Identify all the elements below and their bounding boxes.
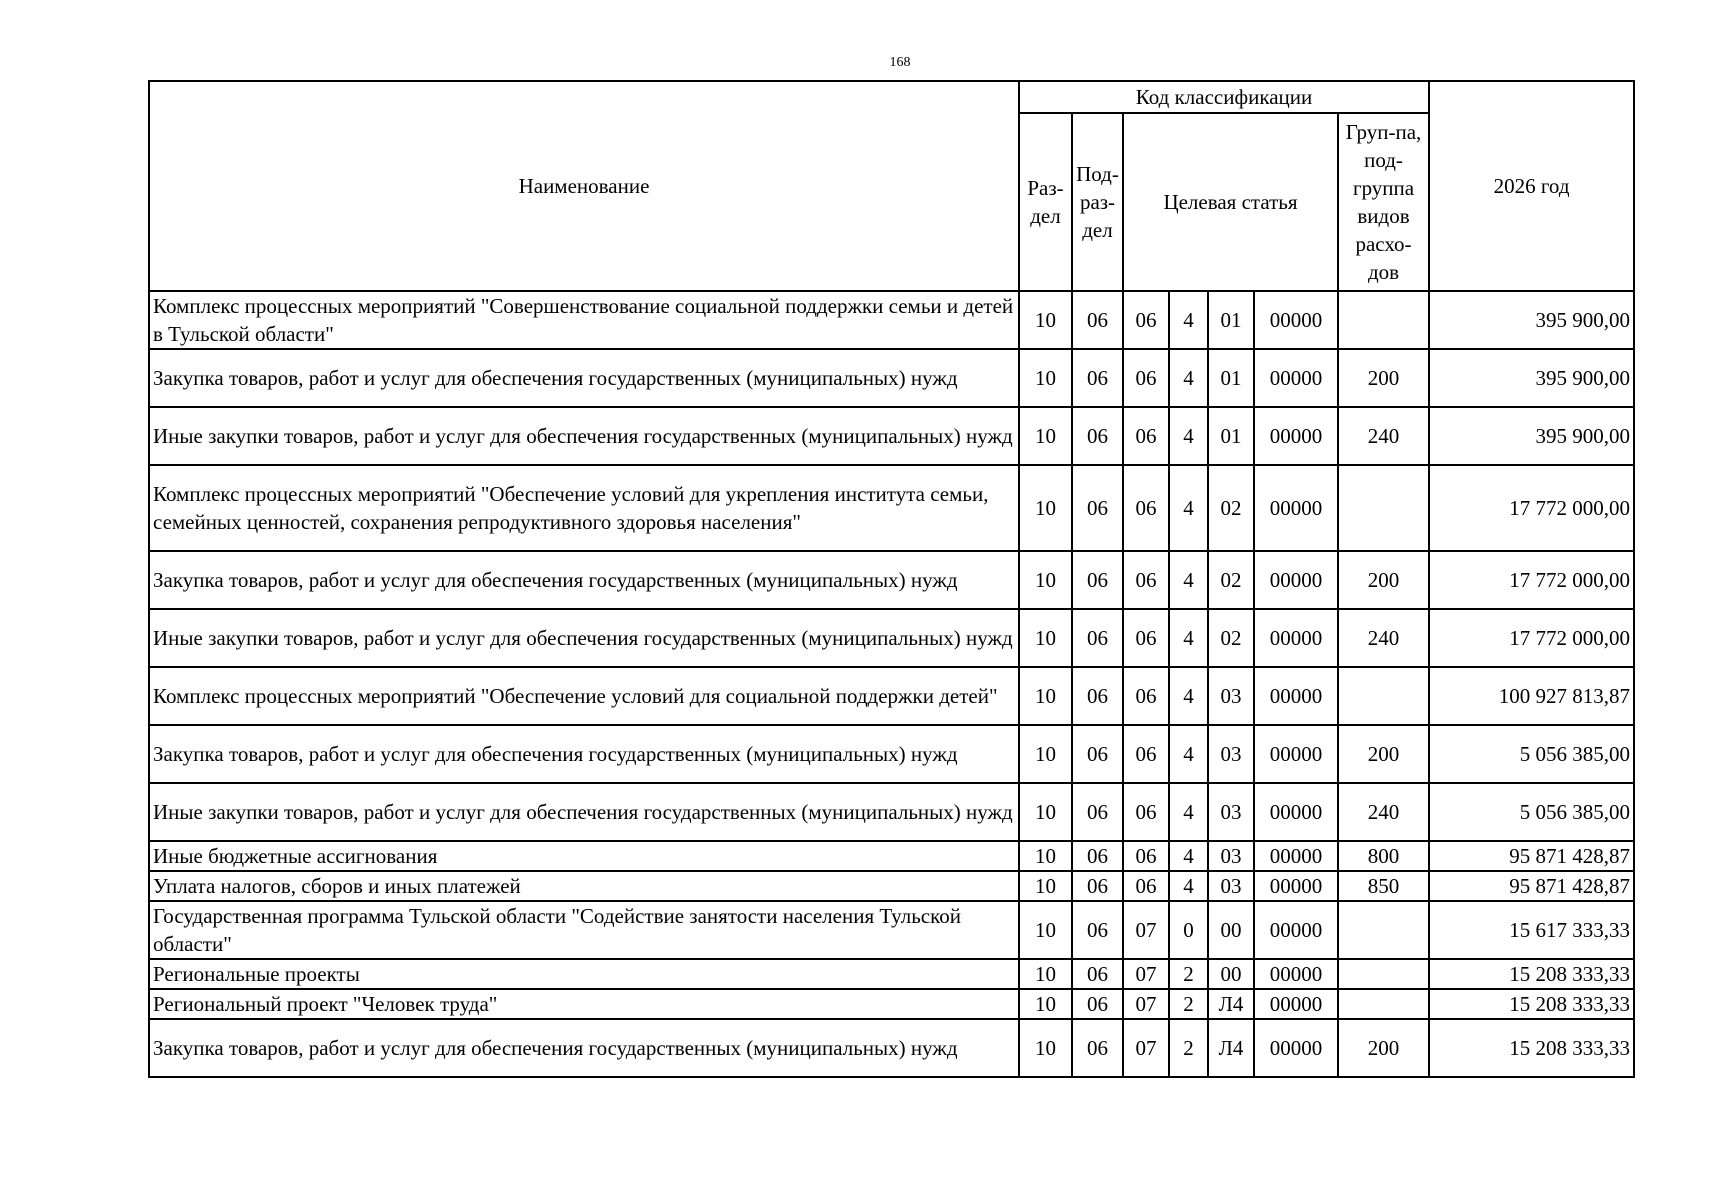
- row-subsection: 06: [1072, 989, 1123, 1019]
- row-target-direction: 00000: [1254, 783, 1338, 841]
- header-section: Раз-дел: [1019, 113, 1072, 291]
- row-amount: 95 871 428,87: [1429, 841, 1634, 871]
- row-amount: 17 772 000,00: [1429, 465, 1634, 551]
- row-name: Иные закупки товаров, работ и услуг для обеспечения государственных (муниципальных) нужд: [149, 609, 1019, 667]
- row-expense-group: [1338, 959, 1429, 989]
- row-name: Закупка товаров, работ и услуг для обеспечения государственных (муниципальных) нужд: [149, 349, 1019, 407]
- row-target-type: 4: [1169, 725, 1208, 783]
- row-target-type: 4: [1169, 609, 1208, 667]
- row-target-direction: 00000: [1254, 989, 1338, 1019]
- row-section: 10: [1019, 901, 1072, 959]
- row-target-type: 4: [1169, 349, 1208, 407]
- row-target-subprogram: 00: [1208, 901, 1254, 959]
- row-target-type: 4: [1169, 465, 1208, 551]
- table-row: [149, 465, 1634, 551]
- table-row: [149, 841, 1634, 871]
- row-name: Государственная программа Тульской области "Содействие занятости населения Тульской области": [149, 901, 1019, 959]
- row-target-direction: 00000: [1254, 407, 1338, 465]
- row-name: Комплекс процессных мероприятий "Совершенствование социальной поддержки семьи и детей в Тульской области": [149, 291, 1019, 349]
- row-target-type: 2: [1169, 989, 1208, 1019]
- row-target-subprogram: 02: [1208, 609, 1254, 667]
- row-name: Иные закупки товаров, работ и услуг для обеспечения государственных (муниципальных) нужд: [149, 407, 1019, 465]
- budget-table: [148, 80, 1635, 1078]
- row-target-subprogram: 00: [1208, 959, 1254, 989]
- table-row: [149, 609, 1634, 667]
- table-row: [149, 725, 1634, 783]
- row-name: Закупка товаров, работ и услуг для обеспечения государственных (муниципальных) нужд: [149, 1019, 1019, 1077]
- row-section: 10: [1019, 783, 1072, 841]
- table-row: [149, 783, 1634, 841]
- row-expense-group: 240: [1338, 609, 1429, 667]
- row-section: 10: [1019, 465, 1072, 551]
- row-target-type: 4: [1169, 407, 1208, 465]
- row-target-direction: 00000: [1254, 1019, 1338, 1077]
- row-target-direction: 00000: [1254, 551, 1338, 609]
- row-expense-group: 200: [1338, 349, 1429, 407]
- header-target-article: Целевая статья: [1123, 113, 1338, 291]
- row-subsection: 06: [1072, 667, 1123, 725]
- row-subsection: 06: [1072, 407, 1123, 465]
- row-name: Уплата налогов, сборов и иных платежей: [149, 871, 1019, 901]
- row-subsection: 06: [1072, 465, 1123, 551]
- row-expense-group: [1338, 291, 1429, 349]
- row-name: Региональные проекты: [149, 959, 1019, 989]
- row-target-program: 07: [1123, 989, 1169, 1019]
- row-name: Комплекс процессных мероприятий "Обеспечение условий для социальной поддержки детей": [149, 667, 1019, 725]
- table-body: [149, 291, 1634, 1077]
- row-target-type: 0: [1169, 901, 1208, 959]
- row-target-subprogram: 01: [1208, 407, 1254, 465]
- row-section: 10: [1019, 871, 1072, 901]
- row-section: 10: [1019, 959, 1072, 989]
- header-year: 2026 год: [1429, 81, 1634, 291]
- row-subsection: 06: [1072, 841, 1123, 871]
- row-target-program: 06: [1123, 609, 1169, 667]
- header-name: Наименование: [149, 81, 1019, 291]
- row-section: 10: [1019, 349, 1072, 407]
- row-amount: 15 617 333,33: [1429, 901, 1634, 959]
- row-target-subprogram: 01: [1208, 349, 1254, 407]
- row-expense-group: 800: [1338, 841, 1429, 871]
- row-target-direction: 00000: [1254, 871, 1338, 901]
- row-target-subprogram: 03: [1208, 667, 1254, 725]
- row-expense-group: 850: [1338, 871, 1429, 901]
- row-name: Закупка товаров, работ и услуг для обеспечения государственных (муниципальных) нужд: [149, 725, 1019, 783]
- row-target-direction: 00000: [1254, 901, 1338, 959]
- row-subsection: 06: [1072, 609, 1123, 667]
- row-target-program: 06: [1123, 667, 1169, 725]
- row-target-program: 07: [1123, 1019, 1169, 1077]
- row-target-program: 06: [1123, 841, 1169, 871]
- row-target-subprogram: Л4: [1208, 989, 1254, 1019]
- row-subsection: 06: [1072, 291, 1123, 349]
- row-section: 10: [1019, 725, 1072, 783]
- header-subsection: Под-раз-дел: [1072, 113, 1123, 291]
- row-target-type: 4: [1169, 841, 1208, 871]
- row-section: 10: [1019, 667, 1072, 725]
- row-target-type: 4: [1169, 667, 1208, 725]
- row-expense-group: 200: [1338, 725, 1429, 783]
- table-row: [149, 959, 1634, 989]
- row-target-direction: 00000: [1254, 291, 1338, 349]
- row-amount: 17 772 000,00: [1429, 551, 1634, 609]
- row-target-program: 06: [1123, 349, 1169, 407]
- row-subsection: 06: [1072, 901, 1123, 959]
- row-target-type: 4: [1169, 871, 1208, 901]
- row-amount: 100 927 813,87: [1429, 667, 1634, 725]
- row-target-type: 4: [1169, 551, 1208, 609]
- header-classification: Код классификации: [1019, 81, 1429, 113]
- row-subsection: 06: [1072, 725, 1123, 783]
- row-name: Закупка товаров, работ и услуг для обеспечения государственных (муниципальных) нужд: [149, 551, 1019, 609]
- row-expense-group: [1338, 901, 1429, 959]
- row-target-program: 07: [1123, 901, 1169, 959]
- row-target-program: 07: [1123, 959, 1169, 989]
- header-row-top: [149, 81, 1634, 113]
- row-subsection: 06: [1072, 551, 1123, 609]
- row-subsection: 06: [1072, 783, 1123, 841]
- row-section: 10: [1019, 841, 1072, 871]
- row-target-type: 2: [1169, 1019, 1208, 1077]
- row-target-program: 06: [1123, 783, 1169, 841]
- table-row: [149, 901, 1634, 959]
- row-name: Иные бюджетные ассигнования: [149, 841, 1019, 871]
- table-row: [149, 407, 1634, 465]
- row-subsection: 06: [1072, 1019, 1123, 1077]
- row-expense-group: [1338, 989, 1429, 1019]
- row-target-direction: 00000: [1254, 725, 1338, 783]
- row-amount: 95 871 428,87: [1429, 871, 1634, 901]
- row-expense-group: 240: [1338, 407, 1429, 465]
- table-row: [149, 291, 1634, 349]
- row-subsection: 06: [1072, 871, 1123, 901]
- row-amount: 17 772 000,00: [1429, 609, 1634, 667]
- row-amount: 15 208 333,33: [1429, 959, 1634, 989]
- row-amount: 395 900,00: [1429, 349, 1634, 407]
- table-row: [149, 551, 1634, 609]
- table-row: [149, 871, 1634, 901]
- row-expense-group: 200: [1338, 1019, 1429, 1077]
- row-target-subprogram: 03: [1208, 725, 1254, 783]
- row-target-subprogram: 03: [1208, 871, 1254, 901]
- row-target-type: 2: [1169, 959, 1208, 989]
- row-name: Комплекс процессных мероприятий "Обеспечение условий для укрепления института семьи, семейных ценностей, сохранения репродуктивного здоровья населения": [149, 465, 1019, 551]
- row-section: 10: [1019, 989, 1072, 1019]
- row-target-type: 4: [1169, 291, 1208, 349]
- table-row: [149, 667, 1634, 725]
- row-target-subprogram: 03: [1208, 783, 1254, 841]
- row-expense-group: [1338, 667, 1429, 725]
- row-amount: 15 208 333,33: [1429, 1019, 1634, 1077]
- row-target-direction: 00000: [1254, 841, 1338, 871]
- row-target-type: 4: [1169, 783, 1208, 841]
- row-expense-group: [1338, 465, 1429, 551]
- row-target-direction: 00000: [1254, 349, 1338, 407]
- table-row: [149, 1019, 1634, 1077]
- row-section: 10: [1019, 609, 1072, 667]
- row-target-program: 06: [1123, 551, 1169, 609]
- table-row: [149, 349, 1634, 407]
- page-number: 168: [889, 55, 911, 70]
- row-section: 10: [1019, 291, 1072, 349]
- row-section: 10: [1019, 1019, 1072, 1077]
- row-target-subprogram: 01: [1208, 291, 1254, 349]
- header-expense-group: Груп-па, под-группа видов расхо-дов: [1338, 113, 1429, 291]
- row-target-direction: 00000: [1254, 609, 1338, 667]
- table-row: [149, 989, 1634, 1019]
- row-name: Иные закупки товаров, работ и услуг для обеспечения государственных (муниципальных) нужд: [149, 783, 1019, 841]
- row-target-subprogram: Л4: [1208, 1019, 1254, 1077]
- row-target-program: 06: [1123, 725, 1169, 783]
- row-subsection: 06: [1072, 349, 1123, 407]
- row-target-direction: 00000: [1254, 959, 1338, 989]
- row-target-program: 06: [1123, 291, 1169, 349]
- row-amount: 395 900,00: [1429, 407, 1634, 465]
- row-subsection: 06: [1072, 959, 1123, 989]
- row-target-program: 06: [1123, 871, 1169, 901]
- row-target-subprogram: 03: [1208, 841, 1254, 871]
- row-target-subprogram: 02: [1208, 551, 1254, 609]
- row-section: 10: [1019, 551, 1072, 609]
- row-target-program: 06: [1123, 407, 1169, 465]
- row-target-program: 06: [1123, 465, 1169, 551]
- row-target-direction: 00000: [1254, 667, 1338, 725]
- row-amount: 15 208 333,33: [1429, 989, 1634, 1019]
- row-expense-group: 200: [1338, 551, 1429, 609]
- row-target-direction: 00000: [1254, 465, 1338, 551]
- row-target-subprogram: 02: [1208, 465, 1254, 551]
- row-expense-group: 240: [1338, 783, 1429, 841]
- row-amount: 395 900,00: [1429, 291, 1634, 349]
- row-section: 10: [1019, 407, 1072, 465]
- row-amount: 5 056 385,00: [1429, 725, 1634, 783]
- row-name: Региональный проект "Человек труда": [149, 989, 1019, 1019]
- row-amount: 5 056 385,00: [1429, 783, 1634, 841]
